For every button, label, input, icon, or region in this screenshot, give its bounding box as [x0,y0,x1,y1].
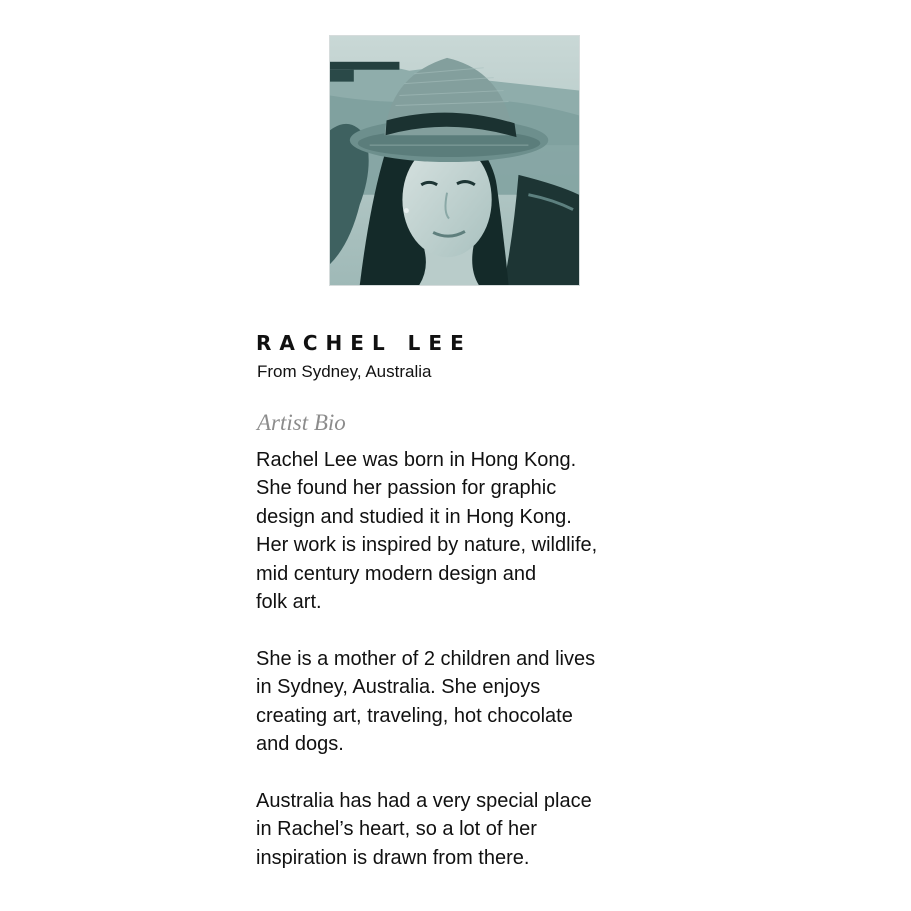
bio-text [256,446,656,872]
portrait-photo [329,35,580,286]
paragraph-gap [256,758,656,786]
bio-line: Rachel Lee was born in Hong Kong. [256,449,577,471]
bio-heading: Artist Bio [257,410,346,435]
bio-line: design and studied it in Hong Kong. [256,505,572,528]
bio-line: creating art, traveling, hot chocolate [256,704,573,727]
bio-line: and dogs. [256,733,344,756]
paragraph-gap [256,616,656,644]
bio-line: folk art. [256,591,322,614]
bio-line: in Sydney, Australia. She enjoys [256,676,541,699]
bio-line: Australia has had a very special place [256,789,592,812]
bio-line: She found her passion for graphic [256,477,557,500]
artist-origin: From Sydney, Australia [257,362,432,381]
bio-line: She is a mother of 2 children and lives [256,647,596,670]
artist-name: RACHEL LEE [256,331,472,355]
bio-line: mid century modern design and [256,562,537,585]
bio-line: inspiration is drawn from there. [256,846,530,869]
portrait-photo-icon [330,36,579,285]
bio-line: Her work is inspired by nature, wildlife, [256,534,598,557]
bio-line: in Rachel’s heart, so a lot of her [256,818,537,841]
